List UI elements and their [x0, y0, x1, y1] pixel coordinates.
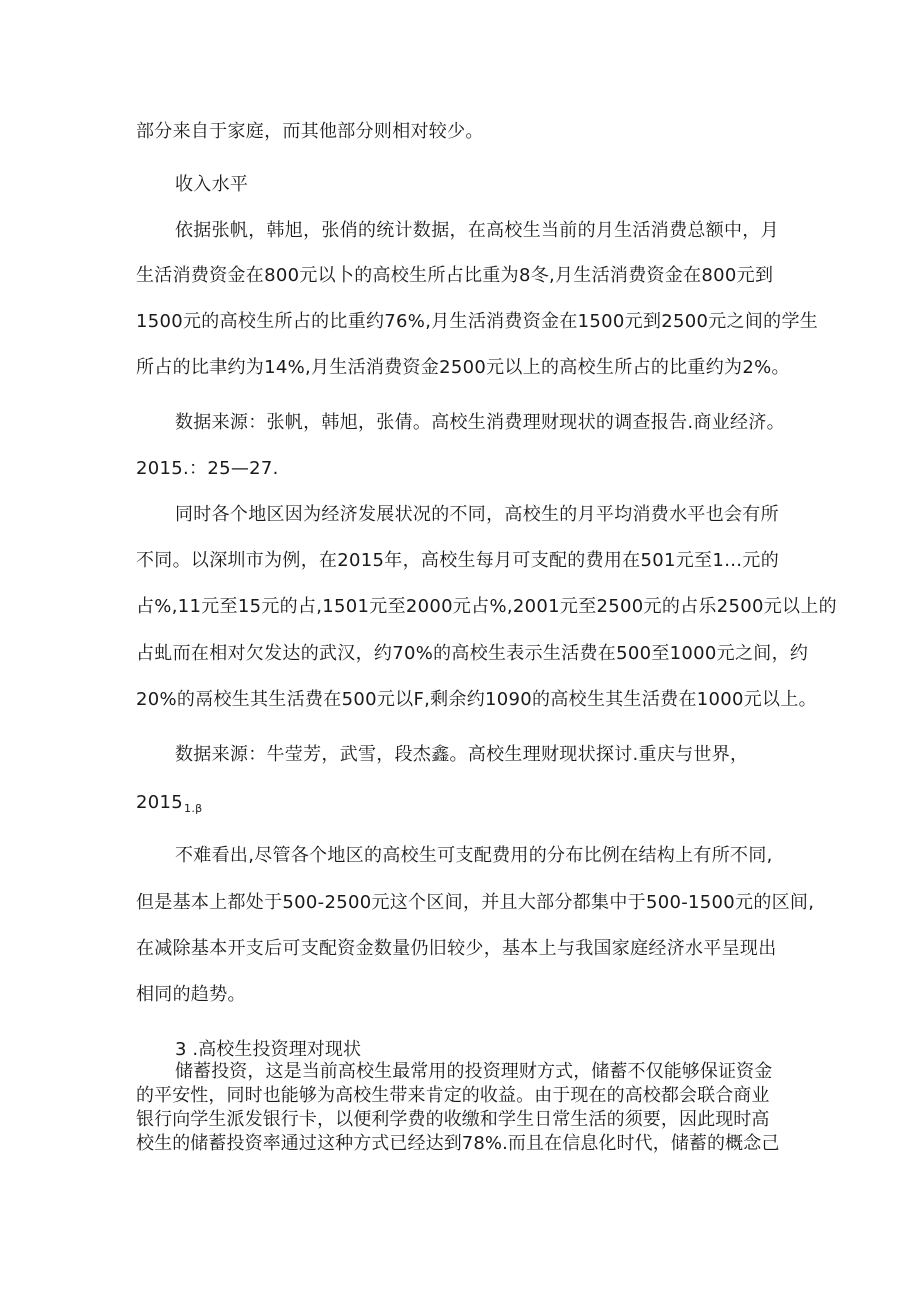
text-line: 在减除基本开支后可支配资金数量仍旧较少，基本上与我国家庭经济水平呈现出 [136, 938, 777, 959]
text-line: 生活消费资金在800元以卜的高校生所占比重为8冬,月生活消费资金在800元到 [136, 265, 774, 286]
text-line: 储蓄投资，这是当前高校生最常用的投资理财方式，储蓄不仅能够保证资金 [175, 1061, 773, 1082]
text-line: 银行向学生派发银行卡，以便利学费的收缴和学生日常生活的须要，因此现时高 [136, 1109, 770, 1130]
citation-line: 2015.：25—27. [136, 458, 279, 479]
text-line: 20%的鬲校生其生活费在500元以F,剩余约1090的高校生其生活费在1000元以上。 [136, 689, 817, 710]
text-line: 所占的比聿约为14%,月生活消费资金2500元以上的高校生所占的比重约为2%。 [136, 357, 790, 378]
citation-line: 数据来源：牛莹芳，武雪，段杰鑫。高校生理财现状探讨.重庆与世界， [175, 744, 749, 765]
text-line: 占%,11元至15元的占,1501元至2000元占%,2001元至2500元的占乐2500元以上的 [136, 596, 837, 617]
citation-year: 2015 [136, 792, 184, 813]
citation-subscript: 1.β [184, 802, 203, 815]
text-line: 不同。以深圳市为例，在2015年，高校生每月可支配的费用在501元至1…元的 [136, 550, 780, 571]
text-line: 但是基本上都处于500-2500元这个区间，并且大部分都集中于500-1500元的区间, [136, 892, 815, 913]
text-line: 占虬而在相对欠发达的武汉，约70%的高校生表示生活费在500至1000元之间，约 [136, 643, 809, 664]
text-line: 依据张帆，韩旭，张俏的统计数据，在高校生当前的月生活消费总额中，月 [175, 220, 779, 241]
text-line: 相同的趋势。 [136, 984, 246, 1005]
text-line: 校生的储蓄投资率通过这种方式已经达到78%.而且在信息化时代，储蓄的概念己 [136, 1133, 780, 1154]
text-line: 的平安性，同时也能够为高校生带来肯定的收益。由于现在的高校都会联合商业 [136, 1085, 770, 1106]
citation-line [136, 790, 202, 818]
text-line: 部分来自于家庭，而其他部分则相对较少。 [136, 121, 484, 142]
text-line: 不难看出,尽管各个地区的高校生可支配费用的分布比例在结构上有所不同, [175, 845, 773, 866]
text-line: 同时各个地区因为经济发展状况的不同，高校生的月平均消费水平也会有所 [175, 504, 779, 525]
section-heading: 3 .高校生投资理对现状 [175, 1039, 362, 1060]
text-line: 1500元的高校生所占的比重约76%,月生活消费资金在1500元到2500元之间的学生 [136, 311, 819, 332]
citation-line: 数据来源：张帆，韩旭，张倩。高校生消费理财现状的调查报告.商业经济。 [175, 412, 785, 433]
section-heading: 收入水平 [175, 174, 249, 195]
